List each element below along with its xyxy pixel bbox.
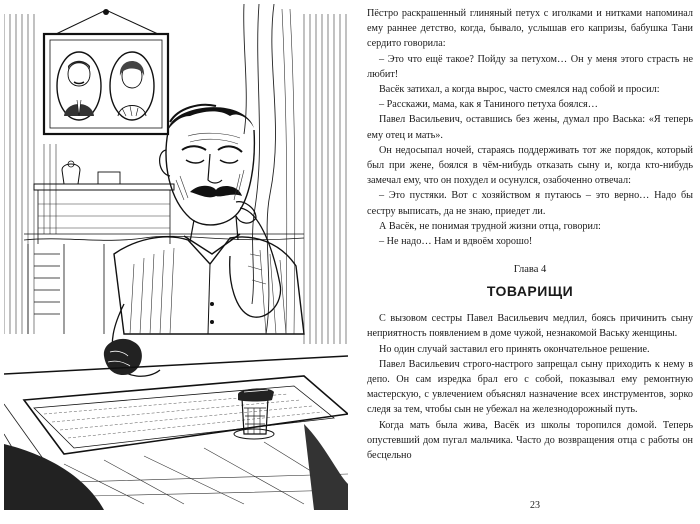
framed-photo <box>44 9 168 134</box>
sofa-back <box>24 234 304 334</box>
wall-hatching <box>4 9 346 344</box>
paragraph: – Не надо… Нам и вдвоём хорошо! <box>379 236 533 248</box>
shelf <box>34 161 174 244</box>
paragraph: Павел Васильевич, оставшись без жены, думал про Васька: «Я теперь ему отец и мать». <box>367 114 693 141</box>
paragraph: А Васёк, не понимая трудной жизни отца, говорил: <box>379 220 601 232</box>
glass-of-tea <box>234 388 274 439</box>
text-column <box>367 6 693 463</box>
paragraph: С вызовом сестры Павел Васильевич медлил, боясь причинить сыну неприятность появлением в доме чужой, незнакомой Ваську женщины. <box>367 313 693 340</box>
paragraph: Он недосыпал ночей, стараясь поддерживать тот же порядок, который был при жене, боялся в чём-нибудь отказать сыну и, когда кто-нибудь замечал ему, что он похудел и осунулся, озабоченно отвечал: <box>367 144 693 187</box>
paragraph: Павел Васильевич строго-настрого запрещал сыну приходить к нему в депо. Он сам изредка брал его с собой, показывал ему ремонтную мастерскую, с увлечением объяснял назначение всех инструментов, зорко следя за тем, чтобы сын не убежал на железнодорожный путь. <box>367 358 693 416</box>
paragraph: – Это что ещё такое? Пойду за петухом… Он у меня этого страсть не любит! <box>367 53 693 80</box>
paragraph: Когда мать была жива, Васёк из школы торопился домой. Теперь опустевший дом пугал мальчика. Часто до возвращения отца с работы он бесцельно <box>367 419 693 462</box>
chapter-title: ТОВАРИЩИ <box>486 283 574 300</box>
pen-drawing <box>4 4 348 510</box>
paragraphs-before <box>367 6 693 249</box>
paragraph: Но один случай заставил его принять окончательное решение. <box>379 343 650 355</box>
chapter-label: Глава 4 <box>513 264 547 276</box>
paragraph: – Это пустяки. Вот с хозяйством я путаюсь – это верно… Надо бы сестру выписать, да не знаю, приедет ли. <box>367 190 693 217</box>
paragraph: Васёк затихал, а когда вырос, часто смеялся над собой и просил: <box>379 84 660 96</box>
seated-man <box>104 105 304 376</box>
paragraphs-after <box>367 311 693 463</box>
table <box>4 356 348 510</box>
paragraph: Пёстро раскрашенный глиняный петух с иголками и нитками напоминал ему раннее детство, когда, бывало, услышав его капризы, бабушка Тани сердито говорила: <box>367 8 693 50</box>
page-number: 23 <box>530 500 540 511</box>
illustration-father-at-table <box>4 4 348 510</box>
paragraph: – Расскажи, мама, как я Таниного петуха боялся… <box>379 99 598 111</box>
curtain <box>244 4 276 334</box>
